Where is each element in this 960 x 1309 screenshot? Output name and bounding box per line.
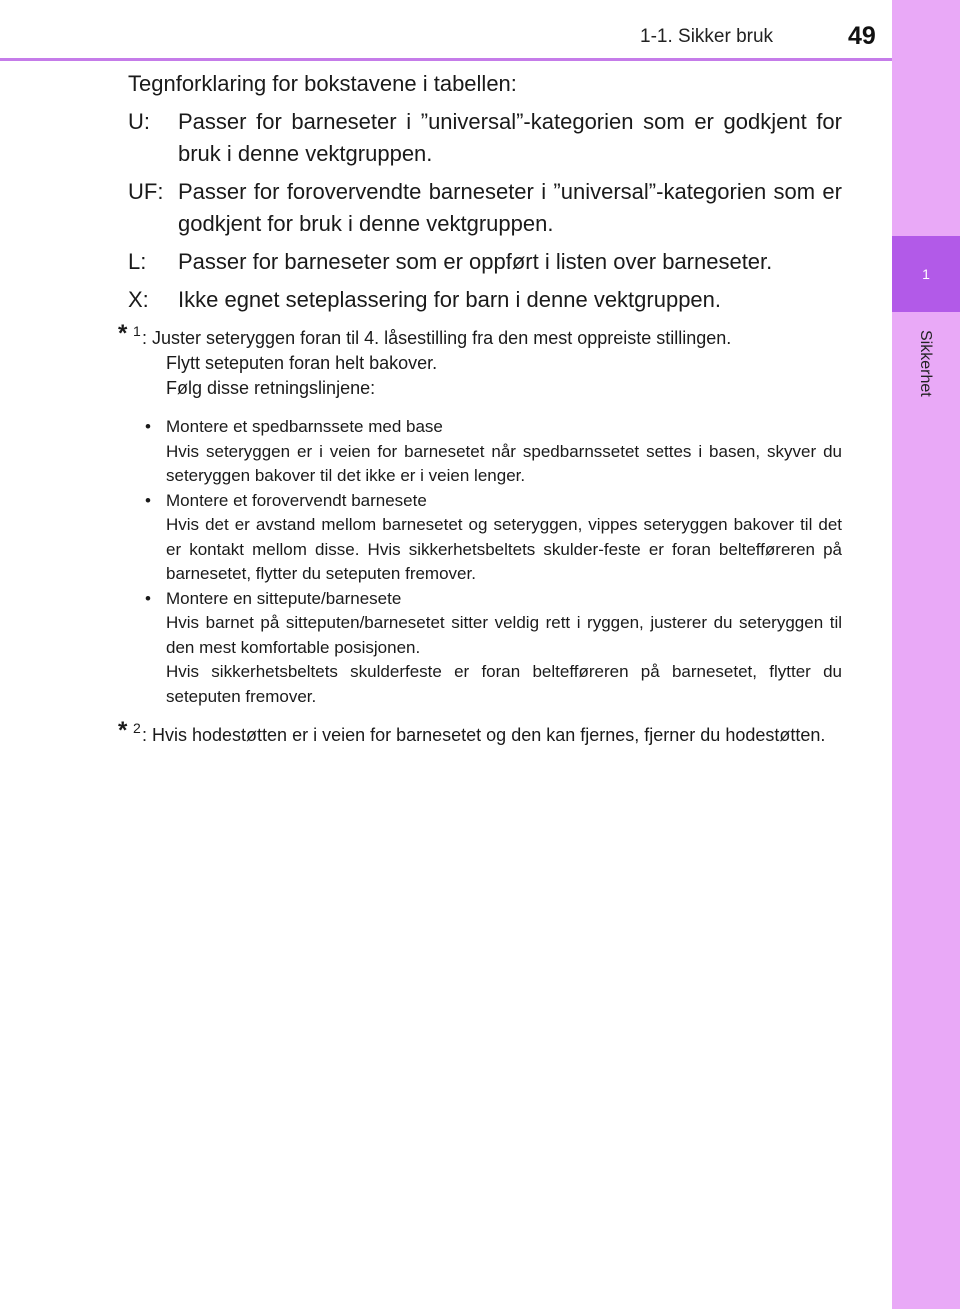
chapter-tab: 1 [892, 236, 960, 312]
bullet-icon: • [145, 490, 151, 510]
legend-item-u [128, 106, 842, 170]
legend-desc: Passer for barneseter som er oppført i listen over barneseter. [178, 249, 773, 274]
legend-desc: Passer for forovervendte barneseter i ”universal”-kategorien som er godkjent for bruk i denne vektgruppen. [178, 179, 842, 236]
list-item-title: Montere en sittepute/barnesete [166, 588, 402, 608]
legend-desc: Passer for barneseter i ”universal”-kategorien som er godkjent for bruk i denne vektgruppen. [178, 109, 842, 166]
list-item-text: Hvis det er avstand mellom barnesetet og seteryggen, vippes seteryggen bakover til det er kontakt mellom disse. Hvis sikkerhetsbeltets skulder-feste er foran beltefføreren på barnesetet, flytter du seteputen fremover. [166, 515, 842, 583]
legend-item-uf [128, 176, 842, 240]
footnote-1 [118, 320, 842, 709]
footnote-number: 1 [133, 323, 141, 339]
footnote-2 [118, 717, 842, 748]
list-item-title: Montere et forovervendt barnesete [166, 490, 427, 510]
chapter-sidebar [892, 0, 960, 1309]
list-item-text: Hvis sikkerhetsbeltets skulderfeste er foran beltefføreren på barnesetet, flytter du seteputen fremover. [166, 662, 842, 706]
list-item [128, 415, 842, 489]
guideline-list [128, 415, 842, 709]
legend-item-x [128, 284, 842, 316]
bullet-icon: • [145, 588, 151, 608]
legend-code: U: [128, 109, 150, 134]
legend-desc: Ikke egnet seteplassering for barn i denne vektgruppen. [178, 287, 722, 312]
list-item [128, 587, 842, 710]
header-divider [0, 58, 892, 61]
bullet-icon: • [145, 417, 151, 436]
footnote-line: Følg disse retningslinjene: [166, 378, 376, 398]
footnote-number: 2 [133, 720, 141, 736]
legend-intro: Tegnforklaring for bokstavene i tabellen: [128, 71, 517, 96]
list-item [128, 489, 842, 587]
legend-code: L: [128, 249, 147, 274]
list-item-text: Hvis barnet på sitteputen/barnesetet sitter veldig rett i ryggen, justerer du seteryggen til den mest komfortable posisjonen. [166, 613, 842, 657]
list-item-text: Hvis seteryggen er i veien for barnesetet når spedbarnssetet settes i basen, skyver du seteryggen bakover til det ikke er i veien lenger. [166, 441, 842, 485]
footnote-asterisk: * [118, 717, 128, 744]
footnote-line: Flytt seteputen foran helt bakover. [166, 353, 438, 373]
page-content [118, 68, 842, 748]
list-item-title: Montere et spedbarnssete med base [166, 417, 443, 436]
chapter-label: Sikkerhet [917, 330, 934, 397]
page-number: 49 [848, 22, 876, 50]
section-title: 1-1. Sikker bruk [640, 26, 774, 47]
footnote-line: : Juster seteryggen foran til 4. låsestilling fra den mest oppreiste stillingen. [142, 328, 732, 348]
legend-code: X: [128, 287, 149, 312]
legend-code: UF: [128, 179, 164, 204]
legend-item-l [128, 246, 842, 278]
footnote-line: : Hvis hodestøtten er i veien for barnesetet og den kan fjernes, fjerner du hodestøtten. [142, 725, 826, 745]
footnote-asterisk: * [118, 320, 128, 347]
